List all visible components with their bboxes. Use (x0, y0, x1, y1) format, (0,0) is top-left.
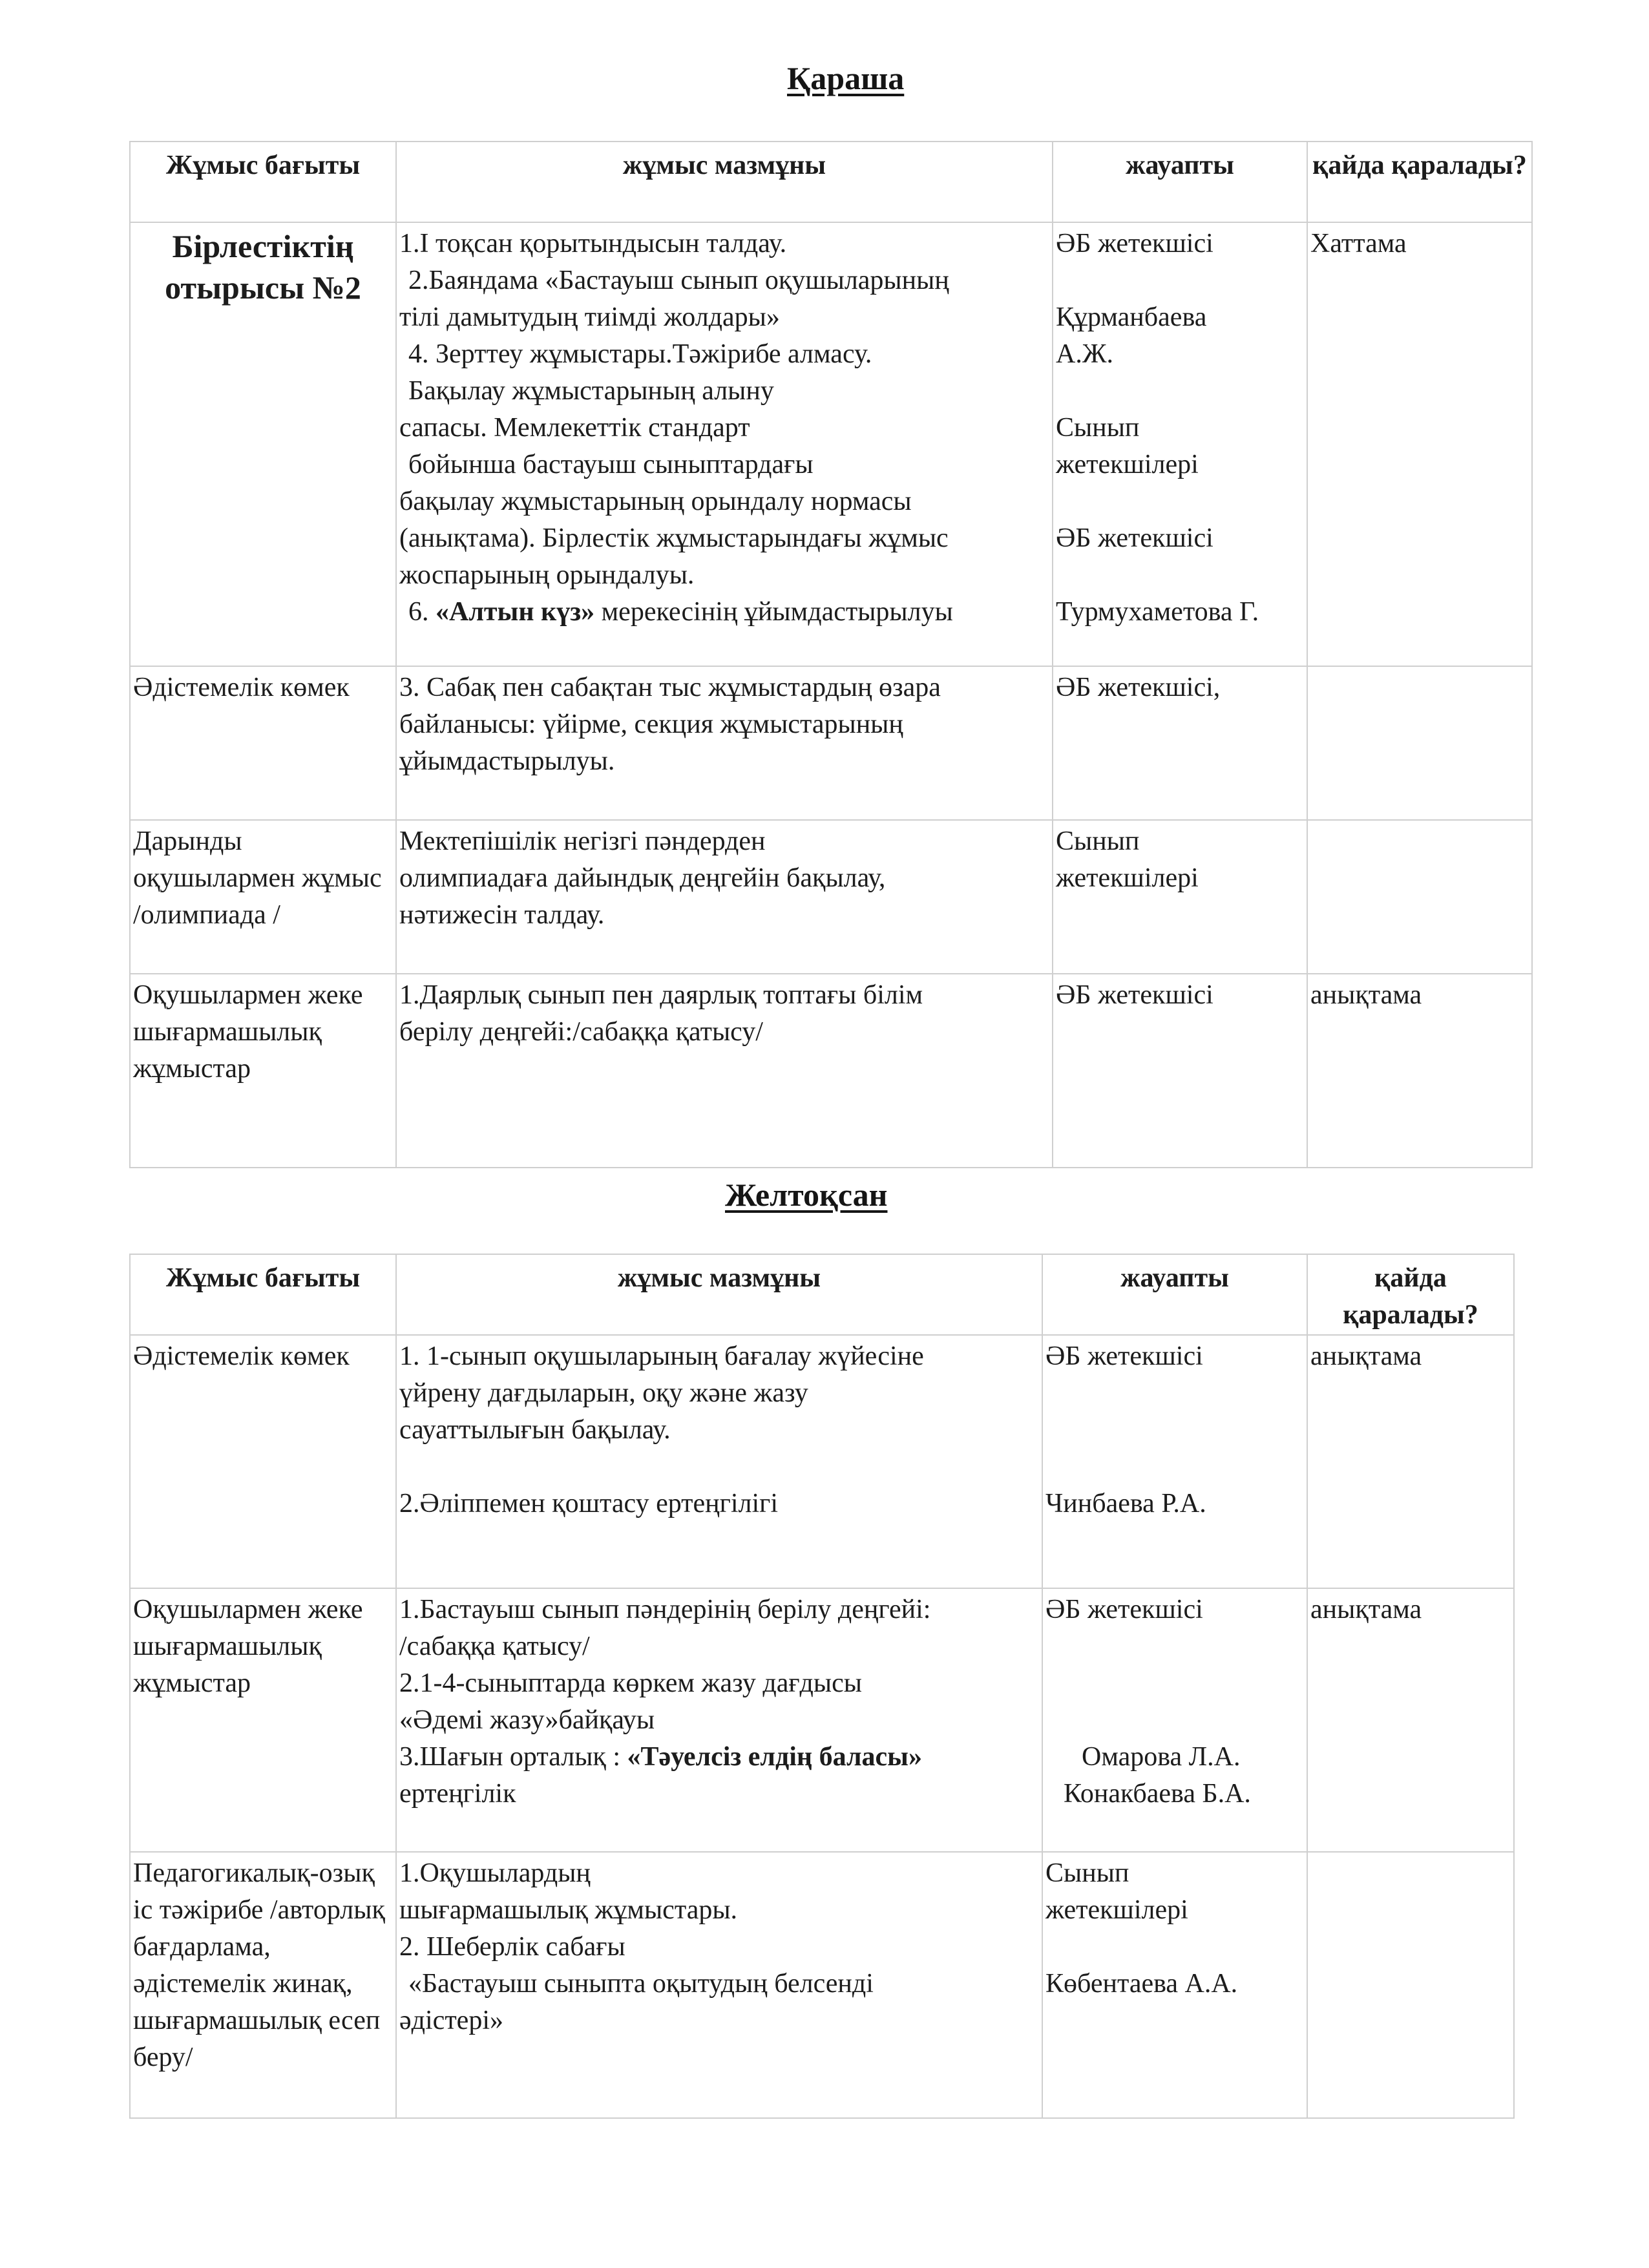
content-line: 1.Бастауыш сынып пәндерінің берілу деңгейі: (399, 1595, 931, 1624)
responsible-line: Сынып (1056, 826, 1140, 856)
section-title-november: Қараша (787, 60, 905, 96)
november-plan-table (129, 141, 1533, 1168)
table-header-row (130, 1254, 1514, 1335)
content-prefix: 6. (408, 597, 436, 627)
content-line: нәтижесін талдау. (399, 900, 605, 930)
responsible-line: Омарова Л.А. (1082, 1742, 1241, 1772)
responsible-line: жетекшілері (1056, 450, 1199, 479)
content-line: ұйымдастырылуы. (399, 746, 615, 776)
responsible-line: ӘБ жетекшісі (1056, 523, 1213, 553)
content-line: 2. Шеберлік сабағы (399, 1932, 625, 1962)
row-where (1307, 820, 1532, 974)
header-content: жұмыс мазмұны (396, 142, 1053, 222)
responsible-line: Сынып (1045, 1858, 1129, 1888)
row-content (396, 1335, 1042, 1588)
responsible-line: жетекшілері (1056, 863, 1199, 893)
table-row (130, 820, 1532, 974)
row-where: анықтама (1307, 974, 1532, 1168)
row-direction (130, 666, 396, 820)
row-direction: Оқушылармен жеке шығармашылық жұмыстар (130, 974, 396, 1168)
content-line: шығармашылық жұмыстары. (399, 1895, 738, 1925)
content-suffix: мерекесінің ұйымдастырылуы (594, 597, 953, 627)
row-direction: Оқушылармен жеке шығармашылық жұмыстар (130, 1588, 396, 1852)
content-line: 2.Әліппемен қоштасу ертеңгілігі (399, 1489, 779, 1518)
responsible-line: Чинбаева Р.А. (1045, 1489, 1206, 1518)
content-line: сапасы. Мемлекеттік стандарт (399, 413, 750, 443)
responsible-line: ӘБ жетекшісі (1056, 229, 1213, 258)
responsible-line: А.Ж. (1056, 339, 1113, 369)
responsible-line: ӘБ жетекшісі (1045, 1341, 1203, 1371)
row-direction: Әдістемелік көмек (130, 1335, 396, 1588)
header-where-reviewed: қайда қаралады? (1307, 142, 1532, 222)
content-line: байланысы: үйірме, секция жұмыстарының (399, 709, 903, 739)
header-responsible: жауапты (1053, 142, 1307, 222)
row-where: Хаттама (1307, 222, 1532, 666)
row-direction (130, 222, 396, 666)
december-plan-table (129, 1254, 1515, 2119)
content-line: әдістері» (399, 2006, 503, 2035)
responsible-line: Конакбаева Б.А. (1064, 1779, 1251, 1809)
row-responsible (1053, 222, 1307, 666)
row-direction: Педагогикалық-озық іс тәжірибе /авторлық бағдарлама, әдістемелік жинақ, шығармашылық есеп беру/ (130, 1852, 396, 2118)
responsible-line: Көбентаева А.А. (1045, 1969, 1238, 1999)
content-line: Мектепішілік негізгі пәндерден (399, 826, 766, 856)
content-line (399, 594, 1049, 631)
row-direction: Дарынды оқушылармен жұмыс /олимпиада / (130, 820, 396, 974)
row-responsible (1042, 1852, 1307, 2118)
row-responsible (1053, 974, 1307, 1168)
content-line: /сабаққа қатысу/ (399, 1632, 590, 1661)
content-line (399, 1739, 1039, 1776)
responsible-line: ӘБ жетекшісі, (1056, 673, 1221, 702)
event-name-bold: «Тәуелсіз елдің баласы» (627, 1742, 922, 1772)
section-title-december: Желтоқсан (725, 1177, 888, 1213)
content-line: ертеңгілік (399, 1779, 516, 1809)
content-line: тілі дамытудың тиімді жолдары» (399, 302, 780, 332)
content-line: берілу деңгейі:/сабаққа қатысу/ (399, 1017, 763, 1047)
row-where (1307, 1852, 1514, 2118)
responsible-line: жетекшілері (1045, 1895, 1188, 1925)
row-responsible (1053, 820, 1307, 974)
content-line: үйрену дағдыларын, оқу және жазу (399, 1378, 808, 1408)
content-line: 1.Даярлық сынып пен даярлық топтағы білім (399, 980, 923, 1010)
content-line: сауаттылығын бақылау. (399, 1415, 671, 1445)
row-content (396, 974, 1053, 1168)
row-content (396, 1588, 1042, 1852)
content-line: «Әдемі жазу»байқауы (399, 1705, 655, 1735)
content-line: «Бастауыш сыныпта оқытудың белсенді (408, 1969, 874, 1999)
content-line: 1.Оқушылардың (399, 1858, 591, 1888)
content-prefix: 3.Шағын орталық : (399, 1742, 627, 1772)
content-line: Бақылау жұмыстарының алыну (408, 376, 774, 406)
responsible-line: ӘБ жетекшісі (1045, 1595, 1203, 1624)
row-content (396, 666, 1053, 820)
content-line: 3. Сабақ пен сабақтан тыс жұмыстардың өзара (399, 673, 941, 702)
row-responsible (1042, 1588, 1307, 1852)
header-content: жұмыс мазмұны (396, 1254, 1042, 1335)
row-where (1307, 666, 1532, 820)
responsible-line: Сынып (1056, 413, 1140, 443)
table-row (130, 666, 1532, 820)
content-line: 2.Баяндама «Бастауыш сынып оқушыларының (408, 266, 949, 295)
table-row (130, 1852, 1514, 2118)
row-content (396, 1852, 1042, 2118)
row-content (396, 820, 1053, 974)
table-row (130, 974, 1532, 1168)
table-header-row (130, 142, 1532, 222)
content-line: 4. Зерттеу жұмыстары.Тәжірибе алмасу. (408, 339, 872, 369)
table-row (130, 222, 1532, 666)
content-line: 1.І тоқсан қорытындысын талдау. (399, 229, 787, 258)
content-line: 1. 1-сынып оқушыларының бағалау жүйесіне (399, 1341, 924, 1371)
header-where-reviewed: қайда қаралады? (1307, 1254, 1514, 1335)
direction-label: Бірлестіктің отырысы №2 (165, 228, 361, 306)
content-line: жоспарының орындалуы. (399, 560, 695, 590)
header-direction: Жұмыс бағыты (130, 1254, 396, 1335)
content-line: 2.1-4-сыныптарда көркем жазу дағдысы (399, 1668, 863, 1698)
content-line: (анықтама). Бірлестік жұмыстарындағы жұмыс (399, 523, 949, 553)
row-where: анықтама (1307, 1588, 1514, 1852)
content-line: бақылау жұмыстарының орындалу нормасы (399, 487, 912, 516)
row-responsible (1053, 666, 1307, 820)
direction-label: Әдістемелік көмек (133, 673, 350, 702)
responsible-line: Турмухаметова Г. (1056, 597, 1259, 627)
row-responsible (1042, 1335, 1307, 1588)
event-name-bold: «Алтын күз» (436, 597, 595, 627)
content-line: бойынша бастауыш сыныптардағы (408, 450, 814, 479)
content-line: олимпиадаға дайындық деңгейін бақылау, (399, 863, 886, 893)
row-where: анықтама (1307, 1335, 1514, 1588)
table-row (130, 1335, 1514, 1588)
table-row (130, 1588, 1514, 1852)
row-content (396, 222, 1053, 666)
header-direction: Жұмыс бағыты (130, 142, 396, 222)
header-responsible: жауапты (1042, 1254, 1307, 1335)
responsible-line: ӘБ жетекшісі (1056, 980, 1213, 1010)
responsible-line: Құрманбаева (1056, 302, 1207, 332)
